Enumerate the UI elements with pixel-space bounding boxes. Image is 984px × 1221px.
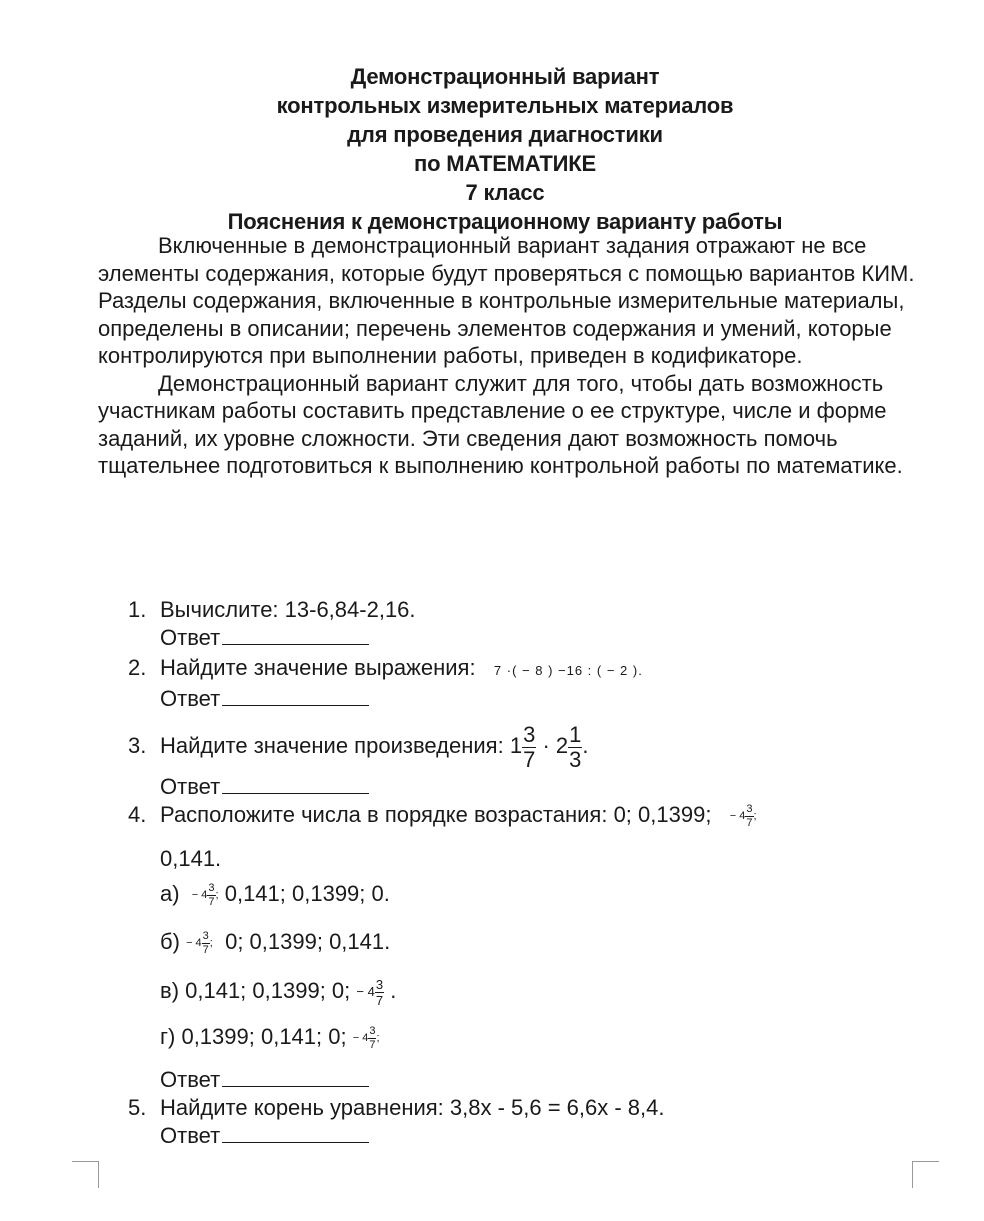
fraction-numerator: 3 [375, 976, 384, 992]
mixed-number: − 4 $\frac{3}{7}$ ; [352, 1024, 380, 1051]
mixed-number: − 4 $\frac{3}{7}$ ; [191, 881, 219, 908]
explanation-paragraph-1: Включенные в демонстрационный вариант задания отражают не все элементы содержания, которые будут проверяться с помощью вариантов КИМ. Разделы содержания, включенные в контрольные измерительные материалы, определены в описании; перечень элементов содержания и умений, которые контролируются при выполнении работы, приведен в кодификаторе. [98, 233, 915, 368]
fraction [368, 1026, 376, 1051]
option-label: а) [160, 881, 180, 906]
mixed-whole: − 4 [186, 937, 202, 950]
fraction [568, 721, 582, 772]
question-text: Найдите значение произведения: [160, 733, 504, 758]
answer-label: Ответ [160, 1067, 221, 1092]
question-number: 3. [128, 733, 147, 758]
sentence-end: . [390, 978, 397, 1003]
question-number: 5. [128, 1095, 147, 1120]
answer-blank[interactable] [222, 685, 369, 706]
title-line-5: 7 класс [465, 180, 545, 205]
option-text: г) 0,1399; 0,141; 0; [160, 1024, 347, 1049]
fraction-denominator: 7 [746, 816, 753, 829]
title-line-2: контрольных измерительных материалов [276, 93, 734, 118]
fraction-numerator: 3 [369, 1024, 376, 1037]
fraction [375, 978, 384, 1007]
answer-label: Ответ [160, 1123, 221, 1148]
fraction-denominator: 3 [569, 746, 582, 772]
question-text: Найдите значение выражения: [160, 655, 476, 680]
title-line-3: для проведения диагностики [347, 122, 663, 147]
answer-blank[interactable] [222, 1122, 369, 1143]
mixed-whole: − 4 [191, 889, 208, 902]
fraction-denominator: 7 [375, 992, 384, 1008]
sentence-end: . [582, 733, 589, 758]
answer-label: Ответ [160, 686, 221, 711]
multiply-sign: · [542, 733, 550, 758]
explanation-text [98, 232, 928, 480]
mixed-number [356, 978, 384, 1007]
mixed-whole: − 4 [352, 1032, 369, 1045]
option-text: 0; 0,1399; 0,141. [225, 929, 391, 954]
title-line-4: по МАТЕМАТИКЕ [414, 151, 596, 176]
fraction [207, 883, 215, 908]
fraction-denominator: 7 [369, 1038, 376, 1051]
mixed-whole: − 4 [356, 984, 375, 1000]
math-expression: 7 ·( − 8 ) −16 : ( − 2 ). [493, 663, 643, 678]
answer-blank[interactable] [222, 624, 369, 645]
fraction-denominator: 7 [208, 895, 215, 908]
question-text: Найдите корень уравнения: 3,8x - 5,6 = 6,6x - 8,4. [160, 1095, 665, 1120]
page-corner-mark-right [912, 1161, 939, 1188]
option-label: б) [160, 929, 180, 954]
fraction-numerator: 1 [569, 721, 582, 747]
fraction-numerator: 3 [523, 721, 536, 747]
answer-label: Ответ [160, 774, 221, 799]
option-text: 0,141; 0,1399; 0. [224, 881, 390, 906]
fraction [202, 931, 210, 956]
fraction-denominator: 7 [523, 746, 536, 772]
question-text-cont: 0,141. [160, 846, 222, 871]
mixed-number-whole: 2 [555, 733, 569, 758]
fraction-denominator: 7 [202, 943, 209, 956]
fraction [522, 721, 536, 772]
fraction-numerator: 3 [208, 881, 215, 894]
option-text: в) 0,141; 0,1399; 0; [160, 978, 351, 1003]
question-number: 1. [128, 597, 147, 622]
question-number: 4. [128, 802, 147, 827]
answer-label: Ответ [160, 625, 221, 650]
document-title [0, 62, 984, 236]
question-text: Расположите числа в порядке возрастания: 0; 0,1399; [160, 802, 712, 827]
mixed-number: − 4 $\frac{3}{7}$ ; [729, 802, 757, 829]
answer-blank[interactable] [222, 773, 369, 794]
explanation-paragraph-2: Демонстрационный вариант служит для того, чтобы дать возможность участникам работы составить представление о ее структуре, числе и форме заданий, их уровне сложности. Эти сведения дают возможность помочь тщательнее подготовиться к выполнению контрольной работы по математике. [98, 370, 903, 478]
answer-blank[interactable] [222, 1066, 369, 1087]
fraction-numerator: 3 [202, 929, 209, 942]
title-line-1: Демонстрационный вариант [350, 64, 660, 89]
mixed-whole: − 4 [729, 810, 746, 823]
mixed-number-whole: 1 [509, 733, 523, 758]
fraction [745, 804, 753, 829]
fraction-numerator: 3 [746, 802, 753, 815]
question-number: 2. [128, 655, 147, 680]
mixed-number: − 4 $\frac{3}{7}$ ; [186, 929, 213, 956]
question-text: Вычислите: 13-6,84-2,16. [160, 597, 416, 622]
page-corner-mark-left [72, 1161, 99, 1188]
section-heading: Пояснения к демонстрационному варианту работы [227, 209, 783, 234]
